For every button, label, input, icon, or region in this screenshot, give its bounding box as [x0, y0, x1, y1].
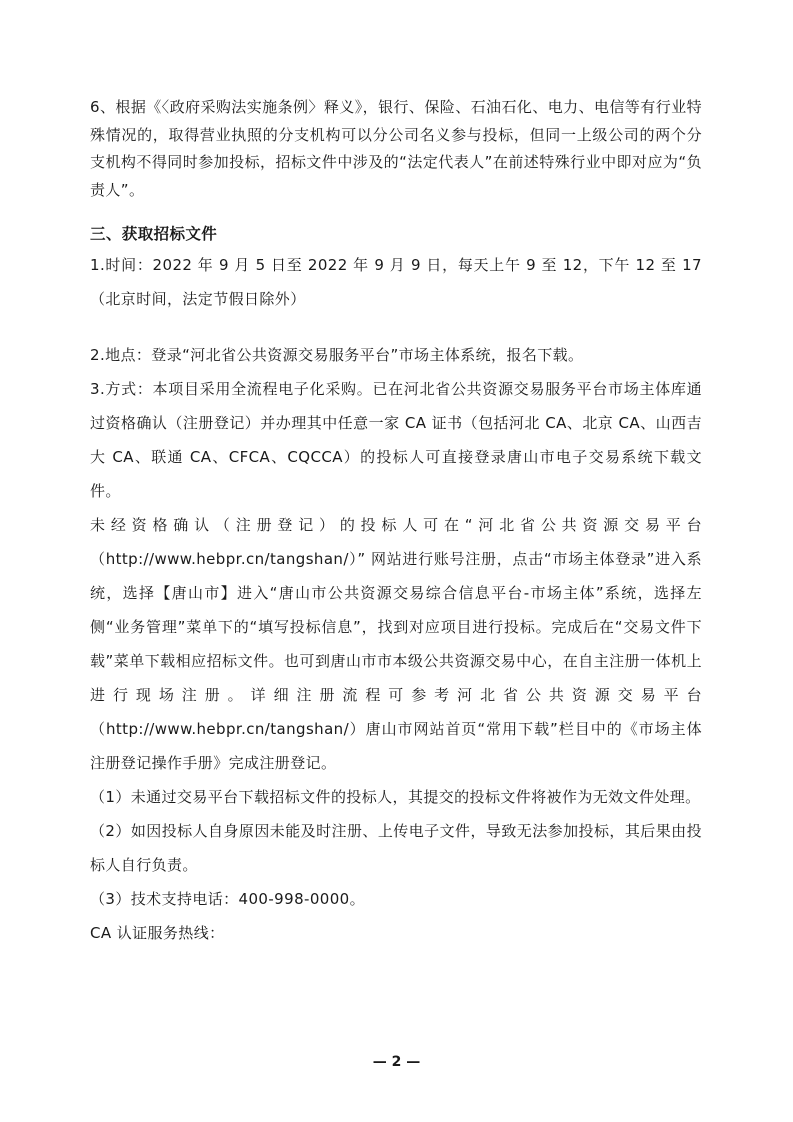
- section-heading-obtain-documents: 三、获取招标文件: [90, 225, 218, 243]
- paragraph-item-6: 6、根据《〈政府采购法实施条例〉释义》，银行、保险、石油石化、电力、电信等有行业特殊情况的，取得营业执照的分支机构可以分公司名义参与投标，但同一上级公司的两个分支机构不得同时参加投标，招标文件中涉及的“法定代表人”在前述特殊行业中即对应为“负责人”。: [90, 98, 702, 199]
- paragraph-method: 3.方式：本项目采用全流程电子化采购。已在河北省公共资源交易服务平台市场主体库通过资格确认（注册登记）并办理其中任意一家 CA 证书（包括河北 CA、北京 CA、山西吉大 CA、联通 CA、CFCA、CQCCA）的投标人可直接登录唐山市电子交易系统下载文件。: [90, 380, 702, 500]
- paragraph-place: 2.地点：登录“河北省公共资源交易服务平台”市场主体系统，报名下载。: [90, 346, 584, 364]
- paragraph-unregistered-line1: 未经资格确认（注册登记）的投标人可在“河北省公共资源交易平台: [90, 516, 702, 534]
- page-number: — 2 —: [372, 1054, 421, 1070]
- paragraph-unregistered-rest: （http://www.hebpr.cn/tangshan/）” 网站进行账号注册，点击“市场主体登录”进入系统，选择【唐山市】进入“唐山市公共资源交易综合信息平台-市场主体”系统，选择左侧“业务管理”菜单下的“填写投标信息”，找到对应项目进行投标。完成后在“交易文件下载”菜单下载相应招标文件。也可到唐山市市本级公共资源交易中心，在自主注册一体机上进行现场注册。详细注册流程可参考河北省公共资源交易平台（http://www.hebpr.cn/tangshan/）唐山市网站首页“常用下载”栏目中的《市场主体注册登记操作手册》完成注册登记。: [90, 550, 702, 772]
- paragraph-gap: [90, 316, 702, 338]
- ca-hotline-label: CA 认证服务热线：: [90, 924, 225, 942]
- document-body: [90, 94, 702, 950]
- note-2: （2）如因投标人自身原因未能及时注册、上传电子文件，导致无法参加投标，其后果由投标人自行负责。: [90, 822, 702, 874]
- note-3-support-phone: （3）技术支持电话：400-998-0000。: [90, 890, 366, 908]
- paragraph-time: 1.时间：2022 年 9 月 5 日至 2022 年 9 月 9 日，每天上午 9 至 12，下午 12 至 17（北京时间，法定节假日除外）: [90, 256, 702, 308]
- note-1: （1）未通过交易平台下载招标文件的投标人，其提交的投标文件将被作为无效文件处理。: [90, 788, 701, 806]
